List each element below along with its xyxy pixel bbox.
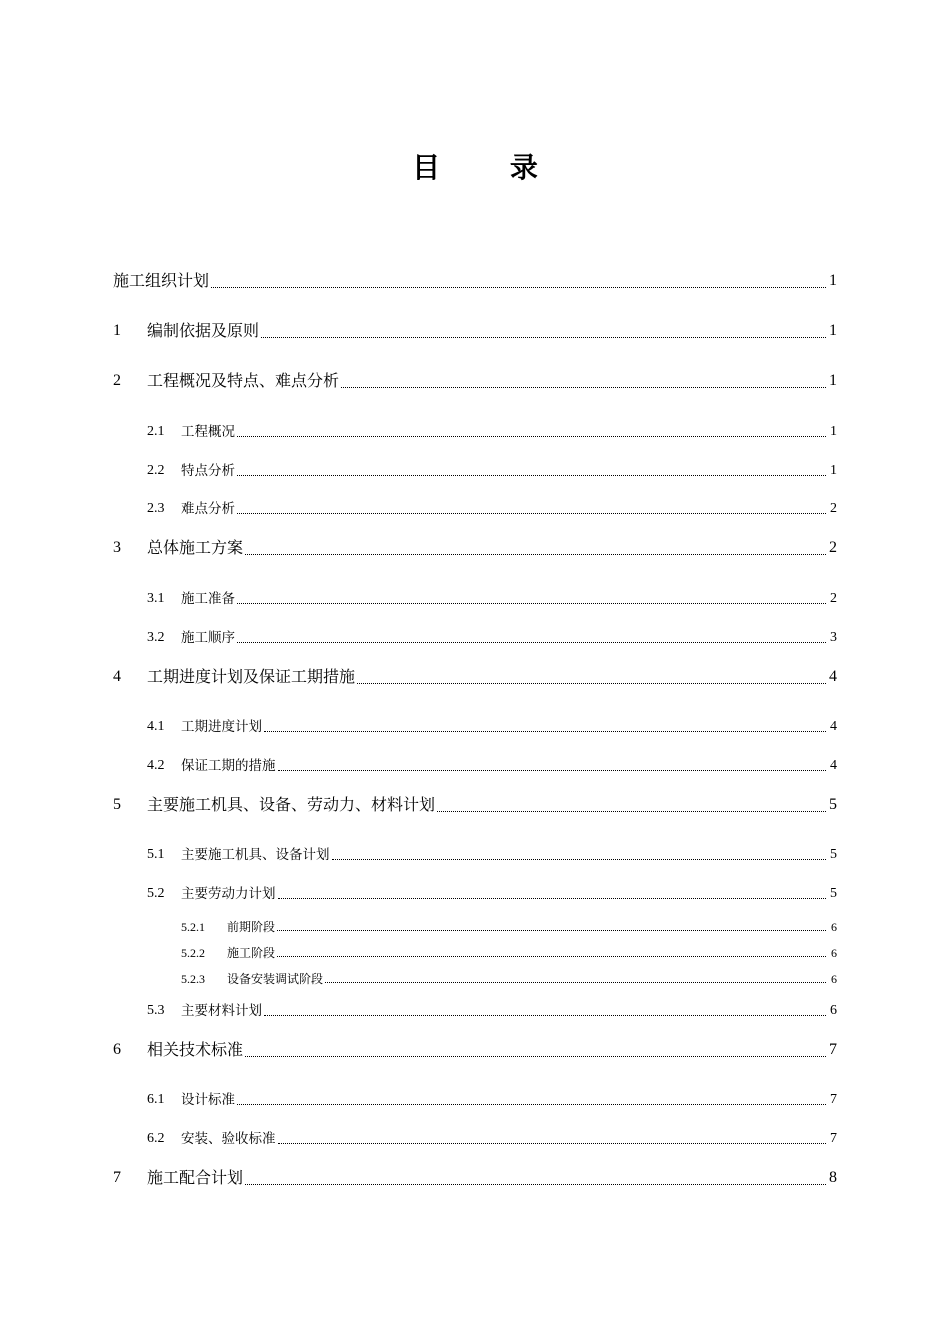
toc-entry-title: 相关技术标准 (147, 1040, 244, 1059)
toc-entry-title: 设备安装调试阶段 (227, 972, 324, 986)
toc-page-number: 6 (831, 946, 837, 960)
toc-section-number: 1 (113, 322, 121, 339)
toc-page-number: 3 (830, 630, 837, 645)
toc-entry-title: 保证工期的措施 (181, 758, 276, 774)
toc-page-number: 7 (829, 1041, 837, 1058)
toc-entry[interactable] (0, 423, 950, 441)
toc-dot-leader (237, 1104, 826, 1105)
toc-section-number: 6.1 (147, 1092, 165, 1107)
toc-entry-title: 施工组织计划 (113, 271, 210, 290)
toc-page-number: 5 (830, 847, 837, 862)
toc-dot-leader (264, 731, 826, 732)
toc-entry[interactable] (0, 629, 950, 647)
toc-section-number: 5.2 (147, 886, 165, 901)
toc-title: 目 录 (412, 151, 568, 184)
toc-dot-leader (332, 859, 826, 860)
toc-entry[interactable] (0, 270, 950, 292)
toc-entry[interactable] (0, 846, 950, 864)
toc-entry-title: 工程概况及特点、难点分析 (147, 371, 340, 390)
toc-entry-title: 编制依据及原则 (147, 321, 260, 340)
toc-dot-leader (278, 1143, 826, 1144)
toc-entry[interactable] (0, 320, 950, 342)
toc-dot-leader (237, 603, 826, 604)
toc-page-number: 2 (829, 539, 837, 556)
toc-page-number: 4 (829, 668, 837, 685)
toc-entry-title: 施工准备 (181, 591, 235, 607)
toc-dot-leader (277, 956, 826, 957)
toc-page-number: 1 (829, 272, 837, 289)
toc-entry-title: 难点分析 (181, 501, 235, 517)
toc-section-number: 5 (113, 796, 121, 813)
toc-dot-leader (237, 642, 826, 643)
toc-page-number: 2 (830, 591, 837, 606)
toc-dot-leader (357, 683, 826, 684)
toc-section-number: 7 (113, 1169, 121, 1186)
toc-dot-leader (437, 811, 826, 812)
toc-entry[interactable] (0, 945, 950, 961)
toc-section-number: 2.2 (147, 463, 165, 478)
toc-entry[interactable] (0, 537, 950, 559)
toc-entry-title: 施工配合计划 (147, 1168, 244, 1187)
toc-dot-leader (245, 1184, 826, 1185)
toc-section-number: 5.2.2 (181, 946, 205, 960)
toc-entry[interactable] (0, 462, 950, 480)
toc-section-number: 4.2 (147, 758, 165, 773)
toc-section-number: 6 (113, 1041, 121, 1058)
toc-section-number: 2 (113, 372, 121, 389)
toc-page-number: 1 (829, 372, 837, 389)
toc-section-number: 5.2.3 (181, 972, 205, 986)
toc-dot-leader (264, 1015, 826, 1016)
toc-entry-title: 安装、验收标准 (181, 1131, 276, 1147)
toc-entry[interactable] (0, 1091, 950, 1109)
toc-dot-leader (325, 982, 826, 983)
toc-entry[interactable] (0, 718, 950, 736)
toc-entry-title: 工程概况 (181, 424, 235, 440)
toc-section-number: 3.2 (147, 630, 165, 645)
toc-entry-title: 总体施工方案 (147, 538, 244, 557)
toc-page-number: 6 (831, 920, 837, 934)
toc-entry[interactable] (0, 370, 950, 392)
toc-page-number: 8 (829, 1169, 837, 1186)
toc-page-number: 5 (830, 886, 837, 901)
toc-dot-leader (237, 475, 826, 476)
toc-entry[interactable] (0, 757, 950, 775)
toc-dot-leader (245, 554, 826, 555)
toc-dot-leader (245, 1056, 826, 1057)
toc-dot-leader (341, 387, 826, 388)
toc-entry-title: 主要施工机具、设备、劳动力、材料计划 (147, 795, 436, 814)
toc-entry[interactable] (0, 1002, 950, 1020)
toc-entry-title: 工期进度计划及保证工期措施 (147, 667, 356, 686)
toc-dot-leader (278, 898, 826, 899)
toc-entry[interactable] (0, 919, 950, 935)
toc-page-number: 2 (830, 501, 837, 516)
toc-section-number: 5.2.1 (181, 920, 205, 934)
toc-section-number: 4.1 (147, 719, 165, 734)
toc-dot-leader (211, 287, 826, 288)
toc-section-number: 6.2 (147, 1131, 165, 1146)
toc-dot-leader (278, 770, 826, 771)
toc-entry[interactable] (0, 666, 950, 688)
toc-entry[interactable] (0, 794, 950, 816)
toc-entry-title: 主要材料计划 (181, 1003, 262, 1019)
toc-entry-title: 工期进度计划 (181, 719, 262, 735)
toc-page-number: 1 (829, 322, 837, 339)
toc-page-number: 7 (830, 1131, 837, 1146)
toc-section-number: 3 (113, 539, 121, 556)
toc-section-number: 2.3 (147, 501, 165, 516)
toc-page-number: 7 (830, 1092, 837, 1107)
toc-entry[interactable] (0, 1039, 950, 1061)
toc-entry-title: 施工顺序 (181, 630, 235, 646)
toc-entry-title: 前期阶段 (227, 920, 276, 934)
toc-page-number: 6 (831, 972, 837, 986)
toc-dot-leader (237, 513, 826, 514)
toc-page-number: 6 (830, 1003, 837, 1018)
toc-section-number: 3.1 (147, 591, 165, 606)
toc-page-number: 4 (830, 758, 837, 773)
toc-page-number: 1 (830, 463, 837, 478)
toc-section-number: 2.1 (147, 424, 165, 439)
toc-entry-title: 施工阶段 (227, 946, 276, 960)
toc-entry[interactable] (0, 1167, 950, 1189)
toc-entry[interactable] (0, 971, 950, 987)
toc-section-number: 5.3 (147, 1003, 165, 1018)
toc-entry-title: 主要施工机具、设备计划 (181, 847, 330, 863)
toc-entry[interactable] (0, 590, 950, 608)
toc-entry-title: 设计标准 (181, 1092, 235, 1108)
toc-section-number: 5.1 (147, 847, 165, 862)
toc-entry[interactable] (0, 1130, 950, 1148)
toc-page-number: 5 (829, 796, 837, 813)
toc-entry[interactable] (0, 885, 950, 903)
toc-page-number: 1 (830, 424, 837, 439)
toc-entry-title: 主要劳动力计划 (181, 886, 276, 902)
toc-dot-leader (237, 436, 826, 437)
toc-entry[interactable] (0, 500, 950, 518)
toc-page-number: 4 (830, 719, 837, 734)
toc-section-number: 4 (113, 668, 121, 685)
toc-dot-leader (277, 930, 826, 931)
toc-dot-leader (261, 337, 826, 338)
toc-entry-title: 特点分析 (181, 463, 235, 479)
